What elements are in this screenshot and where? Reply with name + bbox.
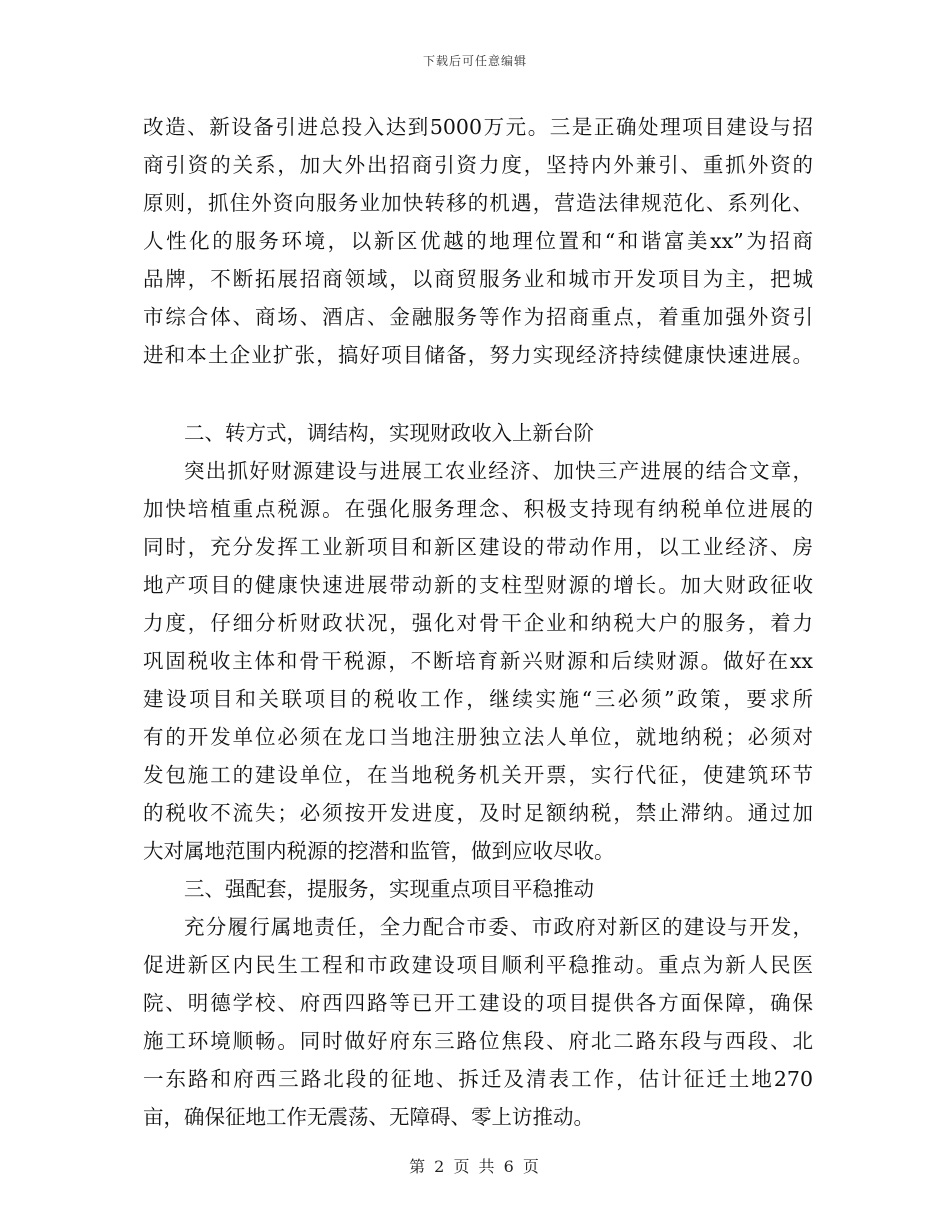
text-line: 原则，抓住外资向服务业加快转移的机遇，营造法律规范化、系列化、 bbox=[143, 191, 813, 215]
text-line: 的税收不流失；必须按开发进度，及时足额纳税，禁止滞纳。通过加 bbox=[143, 801, 813, 825]
text-line: 施工环境顺畅。同时做好府东三路位焦段、府北二路东段与西段、北 bbox=[143, 1029, 813, 1053]
text-line: 商引资的关系，加大外出招商引资力度，坚持内外兼引、重抓外资的 bbox=[143, 153, 813, 177]
text-line: 力度，仔细分析财政状况，强化对骨干企业和纳税大户的服务，着力 bbox=[143, 611, 813, 635]
text-line: 一东路和府西三路北段的征地、拆迁及清表工作，估计征迁土地270 bbox=[143, 1067, 813, 1091]
text-line: 同时，充分发挥工业新项目和新区建设的带动作用，以工业经济、房 bbox=[143, 535, 813, 559]
text-line: 有的开发单位必须在龙口当地注册独立法人单位，就地纳税；必须对 bbox=[143, 725, 813, 749]
text-line: 充分履行属地责任，全力配合市委、市政府对新区的建设与开发， bbox=[184, 915, 813, 939]
document-body bbox=[143, 108, 813, 1136]
section-heading-3: 三、强配套，提服务，实现重点项目平稳推动 bbox=[184, 877, 594, 901]
paragraph-1 bbox=[143, 108, 813, 374]
page-footer: 第 2 页 共 6 页 bbox=[409, 1157, 541, 1176]
text-line: 促进新区内民生工程和市政建设项目顺利平稳推动。重点为新人民医 bbox=[143, 953, 813, 977]
text-line: 亩，确保征地工作无震荡、无障碍、零上访推动。 bbox=[143, 1105, 594, 1129]
text-line: 市综合体、商场、酒店、金融服务等作为招商重点，着重加强外资引 bbox=[143, 305, 813, 329]
paragraph-2 bbox=[143, 452, 813, 870]
text-line: 加快培植重点税源。在强化服务理念、积极支持现有纳税单位进展的 bbox=[143, 497, 813, 521]
text-line: 地产项目的健康快速进展带动新的支柱型财源的增长。加大财政征收 bbox=[143, 573, 813, 597]
text-line: 品牌，不断拓展招商领域，以商贸服务业和城市开发项目为主，把城 bbox=[143, 267, 813, 291]
text-line: 大对属地范围内税源的挖潜和监管，做到应收尽收。 bbox=[143, 839, 615, 863]
text-line: 改造、新设备引进总投入达到5000万元。三是正确处理项目建设与招 bbox=[143, 115, 813, 139]
page-header: 下载后可任意编辑 bbox=[422, 54, 527, 68]
text-line: 发包施工的建设单位，在当地税务机关开票，实行代征，使建筑环节 bbox=[143, 763, 813, 787]
text-line: 巩固税收主体和骨干税源，不断培育新兴财源和后续财源。做好在xx bbox=[143, 649, 813, 673]
paragraph-3 bbox=[143, 908, 813, 1136]
text-line: 进和本土企业扩张，搞好项目储备，努力实现经济持续健康快速进展。 bbox=[143, 343, 813, 367]
section-heading-2: 二、转方式，调结构，实现财政收入上新台阶 bbox=[184, 421, 594, 445]
text-line: 建设项目和关联项目的税收工作，继续实施“三必须”政策，要求所 bbox=[143, 687, 813, 711]
text-line: 人性化的服务环境，以新区优越的地理位置和“和谐富美xx”为招商 bbox=[143, 229, 813, 253]
text-line: 院、明德学校、府西四路等已开工建设的项目提供各方面保障，确保 bbox=[143, 991, 813, 1015]
paragraph-spacer bbox=[143, 374, 813, 414]
text-line: 突出抓好财源建设与进展工农业经济、加快三产进展的结合文章， bbox=[184, 459, 813, 483]
